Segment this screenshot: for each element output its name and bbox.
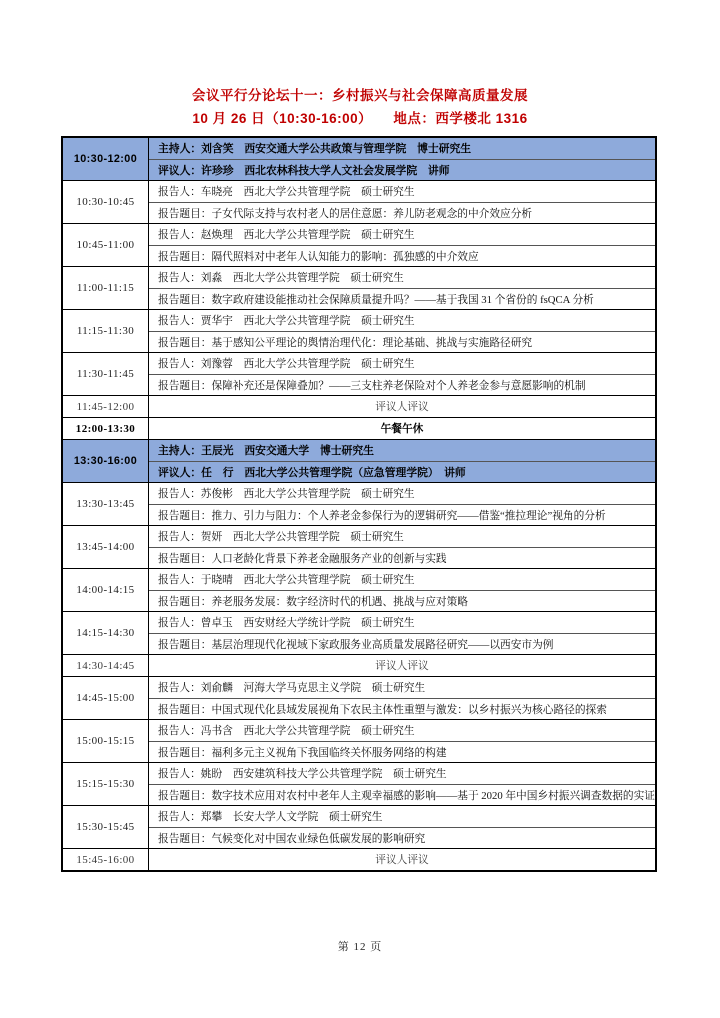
content-cell [149, 806, 655, 848]
session-row [63, 138, 655, 180]
talk-row [63, 568, 655, 611]
talk-title-line: 报告题目：子女代际支持与农村老人的居住意愿：养儿防老观念的中介效应分析 [149, 202, 655, 223]
talk-row [63, 266, 655, 309]
time-cell: 15:00-15:15 [63, 720, 149, 762]
talk-title-line: 报告题目：人口老龄化背景下养老金融服务产业的创新与实践 [149, 547, 655, 568]
presenter-line: 报告人：郑攀 长安大学人文学院 硕士研究生 [158, 811, 383, 823]
break-line: 午餐午休 [380, 423, 424, 435]
content-cell [149, 720, 655, 762]
time-cell: 14:45-15:00 [63, 677, 149, 719]
content-cell [149, 224, 655, 266]
review-line: 评议人评议 [375, 854, 429, 866]
content-cell [149, 569, 655, 611]
talk-title-line: 报告题目：数字技术应用对农村中老年人主观幸福感的影响——基于 2020 年中国乡村振兴调查数据的实证 [149, 784, 655, 805]
break-row [63, 417, 655, 439]
session-row [63, 439, 655, 482]
time-cell: 11:15-11:30 [63, 310, 149, 352]
talk-title-line: 报告题目：气候变化对中国农业绿色低碳发展的影响研究 [149, 827, 655, 848]
time-cell: 15:30-15:45 [63, 806, 149, 848]
time-cell: 14:00-14:15 [63, 569, 149, 611]
presenter-line: 报告人：曾卓玉 西安财经大学统计学院 硕士研究生 [158, 617, 415, 629]
time-cell: 13:30-16:00 [63, 440, 149, 482]
content-cell [149, 440, 655, 482]
talk-title-line: 报告题目：隔代照料对中老年人认知能力的影响：孤独感的中介效应 [149, 245, 655, 266]
talk-row [63, 525, 655, 568]
talk-row [63, 352, 655, 395]
content-cell [149, 310, 655, 352]
time-cell: 13:30-13:45 [63, 483, 149, 525]
session-host-line: 主持人：刘含笑 西安交通大学公共政策与管理学院 博士研究生 [158, 143, 472, 155]
content-cell [149, 677, 655, 719]
talk-row [63, 762, 655, 805]
content-cell [149, 181, 655, 223]
presenter-line: 报告人：刘豫蓉 西北大学公共管理学院 硕士研究生 [158, 358, 415, 370]
page-subtitle: 10 月 26 日（10:30-16:00） 地点：西学楼北 1316 [192, 111, 528, 126]
content-cell [149, 526, 655, 568]
review-row [63, 848, 655, 870]
content-cell [149, 418, 655, 439]
time-cell: 15:45-16:00 [63, 849, 149, 870]
time-cell: 14:30-14:45 [63, 655, 149, 676]
presenter-line: 报告人：冯书含 西北大学公共管理学院 硕士研究生 [158, 725, 415, 737]
presenter-line: 报告人：车晓亮 西北大学公共管理学院 硕士研究生 [158, 186, 415, 198]
time-cell: 11:30-11:45 [63, 353, 149, 395]
presenter-line: 报告人：贺妍 西北大学公共管理学院 硕士研究生 [158, 531, 404, 543]
content-cell [149, 849, 655, 870]
time-cell: 13:45-14:00 [63, 526, 149, 568]
content-cell [149, 353, 655, 395]
content-cell [149, 763, 655, 805]
review-line: 评议人评议 [375, 660, 429, 672]
talk-title-line: 报告题目：福利多元主义视角下我国临终关怀服务网络的构建 [149, 741, 655, 762]
presenter-line: 报告人：姚盼 西安建筑科技大学公共管理学院 硕士研究生 [158, 768, 447, 780]
presenter-line: 报告人：于晓晴 西北大学公共管理学院 硕士研究生 [158, 574, 415, 586]
presenter-line: 报告人：贾华宇 西北大学公共管理学院 硕士研究生 [158, 315, 415, 327]
review-line: 评议人评议 [375, 401, 429, 413]
presenter-line: 报告人：赵焕理 西北大学公共管理学院 硕士研究生 [158, 229, 415, 241]
content-cell [149, 138, 655, 180]
talk-row [63, 805, 655, 848]
talk-row [63, 309, 655, 352]
presenter-line: 报告人：苏俊彬 西北大学公共管理学院 硕士研究生 [158, 488, 415, 500]
talk-title-line: 报告题目：中国式现代化县域发展视角下农民主体性重塑与激发：以乡村振兴为核心路径的探索 [149, 698, 655, 719]
talk-title-line: 报告题目：基层治理现代化视域下家政服务业高质量发展路径研究——以西安市为例 [149, 633, 655, 654]
page-footer: 第 12 页 [337, 941, 383, 953]
talk-row [63, 482, 655, 525]
presenter-line: 报告人：刘淼 西北大学公共管理学院 硕士研究生 [158, 272, 404, 284]
time-cell: 11:45-12:00 [63, 396, 149, 417]
time-cell: 15:15-15:30 [63, 763, 149, 805]
time-cell: 10:45-11:00 [63, 224, 149, 266]
review-row [63, 395, 655, 417]
talk-title-line: 报告题目：基于感知公平理论的舆情治理代化：理论基础、挑战与实施路径研究 [149, 331, 655, 352]
presenter-line: 报告人：刘俞麟 河海大学马克思主义学院 硕士研究生 [158, 682, 426, 694]
time-cell: 11:00-11:15 [63, 267, 149, 309]
talk-title-line: 报告题目：数字政府建设能推动社会保障质量提升吗？——基于我国 31 个省份的 fsQCA 分析 [149, 288, 655, 309]
talk-title-line: 报告题目：推力、引力与阻力：个人养老金参保行为的逻辑研究——借鉴“推拉理论”视角的分析 [149, 504, 655, 525]
talk-title-line: 报告题目：保障补充还是保障叠加？——三支柱养老保险对个人养老金参与意愿影响的机制 [149, 374, 655, 395]
content-cell [149, 267, 655, 309]
schedule-table [61, 136, 657, 872]
time-cell: 12:00-13:30 [63, 418, 149, 439]
talk-row [63, 719, 655, 762]
talk-row [63, 223, 655, 266]
talk-title-line: 报告题目：养老服务发展：数字经济时代的机遇、挑战与应对策略 [149, 590, 655, 611]
review-row [63, 654, 655, 676]
session-reviewer-line: 评议人：任 行 西北大学公共管理学院（应急管理学院） 讲师 [149, 461, 655, 482]
talk-row [63, 611, 655, 654]
time-cell: 10:30-12:00 [63, 138, 149, 180]
document-header [0, 84, 720, 130]
page-title: 会议平行分论坛十一：乡村振兴与社会保障高质量发展 [192, 88, 528, 103]
content-cell [149, 612, 655, 654]
content-cell [149, 483, 655, 525]
content-cell [149, 396, 655, 417]
time-cell: 10:30-10:45 [63, 181, 149, 223]
session-host-line: 主持人：王辰光 西安交通大学 博士研究生 [158, 445, 374, 457]
talk-row [63, 180, 655, 223]
time-cell: 14:15-14:30 [63, 612, 149, 654]
talk-row [63, 676, 655, 719]
content-cell [149, 655, 655, 676]
session-reviewer-line: 评议人：许珍珍 西北农林科技大学人文社会发展学院 讲师 [149, 159, 655, 180]
